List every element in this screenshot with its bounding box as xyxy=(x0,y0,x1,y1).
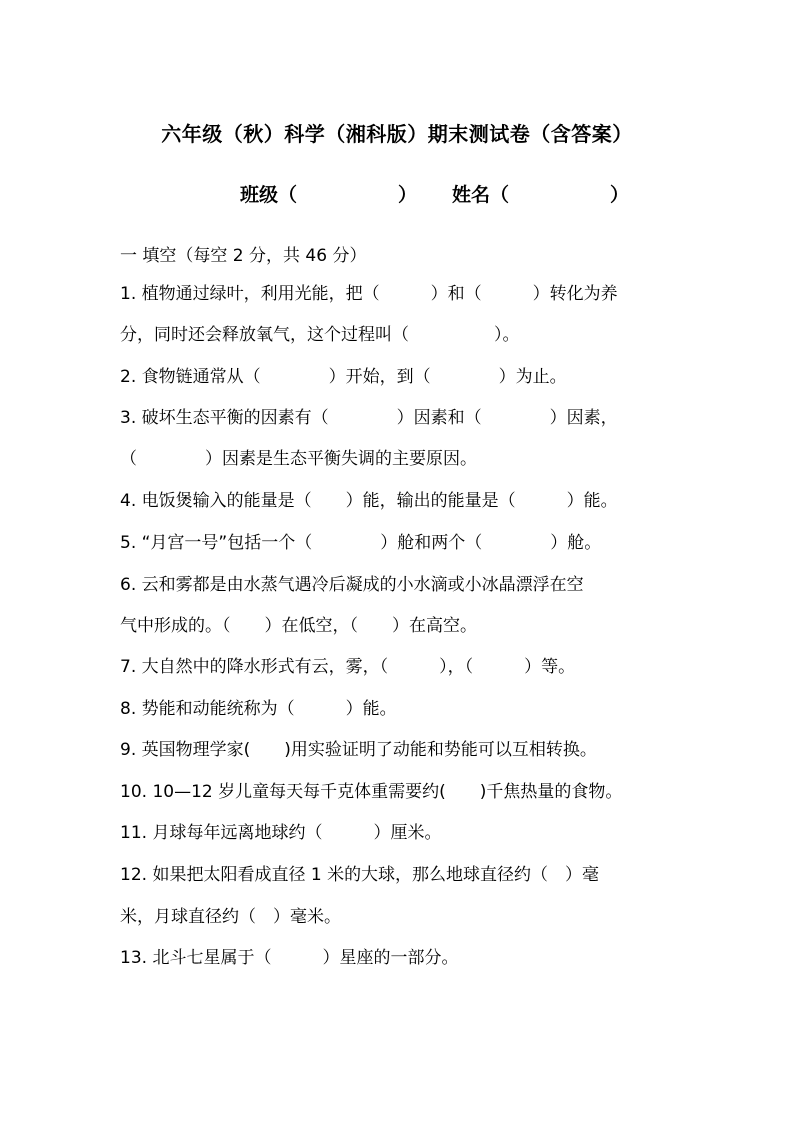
page-title: 六年级（秋）科学（湘科版）期末测试卷（含答案） xyxy=(161,122,633,146)
question-13: 13. 北斗七星属于（ ）星座的一部分。 xyxy=(120,948,459,968)
question-11: 11. 月球每年远离地球约（ ）厘米。 xyxy=(120,823,442,843)
question-4: 4. 电饭煲输入的能量是（ ）能，输出的能量是（ ）能。 xyxy=(120,491,618,511)
class-label: 班级（ xyxy=(240,184,298,206)
question-1-line-2: 分，同时还会释放氧气，这个过程叫（ ）。 xyxy=(120,325,520,345)
question-9: 9. 英国物理学家( )用实验证明了动能和势能可以互相转换。 xyxy=(120,740,597,760)
question-12-line-2: 米，月球直径约（ ）毫米。 xyxy=(120,907,341,927)
question-5: 5. “月宫一号”包括一个（ ）舱和两个（ ）舱。 xyxy=(120,533,602,553)
question-2: 2. 食物链通常从（ ）开始，到（ ）为止。 xyxy=(120,367,567,387)
question-6-line-1: 6. 云和雾都是由水蒸气遇冷后凝成的小水滴或小冰晶漂浮在空 xyxy=(120,575,584,595)
name-close: ） xyxy=(610,184,630,206)
section-heading-fill-in: 一 填空（每空 2 分，共 46 分） xyxy=(120,246,367,266)
question-6-line-2: 气中形成的。（ ）在低空，（ ）在高空。 xyxy=(120,616,477,636)
student-info-row xyxy=(0,180,794,210)
question-3-line-1: 3. 破坏生态平衡的因素有（ ）因素和（ ）因素， xyxy=(120,408,618,428)
question-3-line-2: （ ）因素是生态平衡失调的主要原因。 xyxy=(120,449,477,469)
name-label: 姓名（ xyxy=(452,184,510,206)
class-close: ） xyxy=(398,184,418,206)
question-12-line-1: 12. 如果把太阳看成直径 1 米的大球，那么地球直径约（ ）毫 xyxy=(120,865,600,885)
question-7: 7. 大自然中的降水形式有云，雾，（ ），（ ）等。 xyxy=(120,657,576,677)
question-8: 8. 势能和动能统称为（ ）能。 xyxy=(120,699,397,719)
question-1-line-1: 1. 植物通过绿叶，利用光能，把（ ）和（ ）转化为养 xyxy=(120,284,618,304)
question-10: 10. 10—12 岁儿童每天每千克体重需要约( )千焦热量的食物。 xyxy=(120,782,623,802)
